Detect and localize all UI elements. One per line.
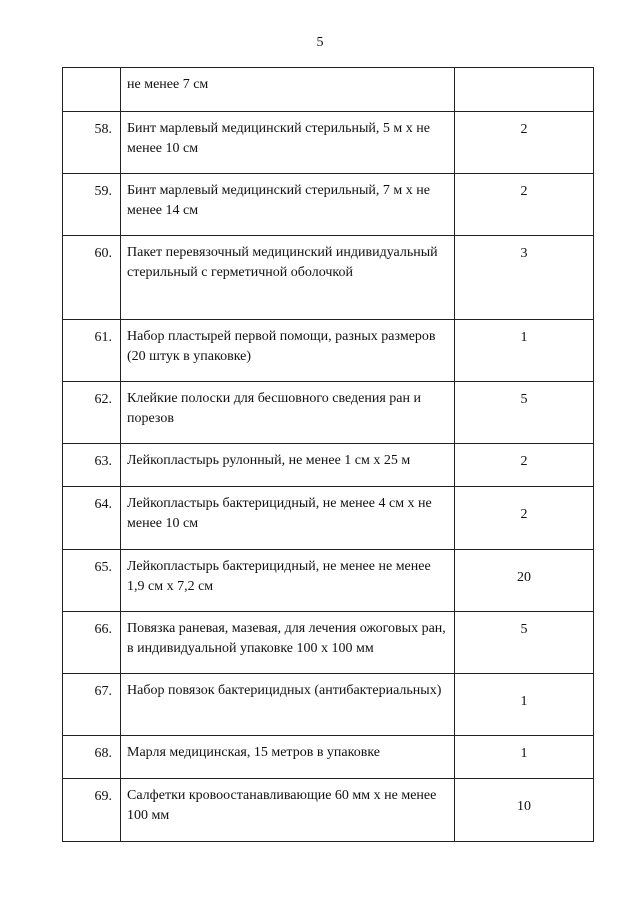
row-number-cell (63, 236, 121, 320)
row-number: 68. (94, 746, 112, 761)
item-description: Бинт марлевый медицинский стерильный, 7 м х не менее 14 см (127, 183, 430, 218)
item-description-cell (121, 736, 455, 779)
item-quantity-cell (455, 674, 594, 736)
item-quantity-cell (455, 112, 594, 174)
item-quantity-cell (455, 444, 594, 487)
row-number: 67. (94, 684, 112, 699)
item-quantity (455, 68, 593, 76)
table-row (63, 320, 594, 382)
item-quantity: 10 (517, 799, 531, 814)
item-quantity: 1 (520, 746, 528, 761)
item-description-cell (121, 444, 455, 487)
item-quantity-cell (455, 550, 594, 612)
item-quantity-cell (455, 779, 594, 842)
row-number-cell (63, 444, 121, 487)
item-description-cell (121, 382, 455, 444)
row-number: 59. (94, 184, 112, 199)
item-quantity: 5 (520, 392, 528, 407)
table-row (63, 444, 594, 487)
item-description: Бинт марлевый медицинский стерильный, 5 м х не менее 10 см (127, 121, 430, 156)
item-description: Лейкопластырь бактерицидный, не менее 4 см х не менее 10 см (127, 496, 432, 531)
item-quantity: 5 (520, 622, 528, 637)
items-table-body (63, 68, 594, 842)
row-number-cell (63, 550, 121, 612)
row-number: 62. (94, 392, 112, 407)
item-quantity: 2 (520, 507, 528, 522)
item-description: не менее 7 см (127, 77, 209, 92)
item-description: Пакет перевязочный медицинский индивидуальный стерильный с герметичной оболочкой (127, 245, 438, 280)
item-description: Набор повязок бактерицидных (антибактериальных) (127, 683, 442, 698)
table-row (63, 550, 594, 612)
item-quantity-cell (455, 487, 594, 550)
item-description: Повязка раневая, мазевая, для лечения ожоговых ран, в индивидуальной упаковке 100 х 100 мм (127, 621, 446, 656)
item-description-cell (121, 174, 455, 236)
item-description: Лейкопластырь рулонный, не менее 1 см х 25 м (127, 453, 411, 468)
row-number: 60. (94, 246, 112, 261)
row-number (63, 68, 112, 76)
item-quantity-cell (455, 382, 594, 444)
item-description-cell (121, 68, 455, 112)
item-description-cell (121, 779, 455, 842)
row-number-cell (63, 736, 121, 779)
item-quantity-cell (455, 174, 594, 236)
item-description-cell (121, 112, 455, 174)
item-quantity: 20 (517, 570, 531, 585)
item-description-cell (121, 236, 455, 320)
item-description-cell (121, 612, 455, 674)
item-description-cell (121, 550, 455, 612)
item-description-cell (121, 320, 455, 382)
item-quantity: 1 (520, 694, 528, 709)
row-number-cell (63, 320, 121, 382)
row-number: 66. (94, 622, 112, 637)
row-number-cell (63, 674, 121, 736)
item-description: Салфетки кровоостанавливающие 60 мм х не менее 100 мм (127, 788, 437, 823)
item-quantity: 2 (520, 454, 528, 469)
item-quantity: 1 (520, 330, 528, 345)
items-table (62, 67, 594, 842)
table-row (63, 736, 594, 779)
item-description-cell (121, 674, 455, 736)
item-description: Набор пластырей первой помощи, разных размеров (20 штук в упаковке) (127, 329, 436, 364)
row-number: 64. (94, 497, 112, 512)
item-quantity-cell (455, 612, 594, 674)
row-number-cell (63, 68, 121, 112)
table-row (63, 382, 594, 444)
table-row (63, 174, 594, 236)
item-description: Лейкопластырь бактерицидный, не менее не менее 1,9 см х 7,2 см (127, 559, 431, 594)
table-row (63, 674, 594, 736)
item-quantity: 2 (520, 122, 528, 137)
item-quantity-cell (455, 68, 594, 112)
row-number-cell (63, 174, 121, 236)
item-quantity: 3 (520, 246, 528, 261)
item-quantity-cell (455, 736, 594, 779)
table-row (63, 487, 594, 550)
row-number: 69. (94, 789, 112, 804)
page-number: 5 (316, 35, 324, 50)
item-quantity-cell (455, 320, 594, 382)
row-number-cell (63, 779, 121, 842)
row-number-cell (63, 487, 121, 550)
item-quantity-cell (455, 236, 594, 320)
item-description-cell (121, 487, 455, 550)
table-row (63, 112, 594, 174)
row-number-cell (63, 612, 121, 674)
row-number: 65. (94, 560, 112, 575)
row-number: 63. (94, 454, 112, 469)
table-row (63, 236, 594, 320)
table-row (63, 612, 594, 674)
item-description: Марля медицинская, 15 метров в упаковке (127, 745, 380, 760)
row-number: 61. (94, 330, 112, 345)
row-number-cell (63, 382, 121, 444)
row-number-cell (63, 112, 121, 174)
table-row (63, 779, 594, 842)
item-description: Клейкие полоски для бесшовного сведения ран и порезов (127, 391, 421, 426)
table-row (63, 68, 594, 112)
item-quantity: 2 (520, 184, 528, 199)
row-number: 58. (94, 122, 112, 137)
